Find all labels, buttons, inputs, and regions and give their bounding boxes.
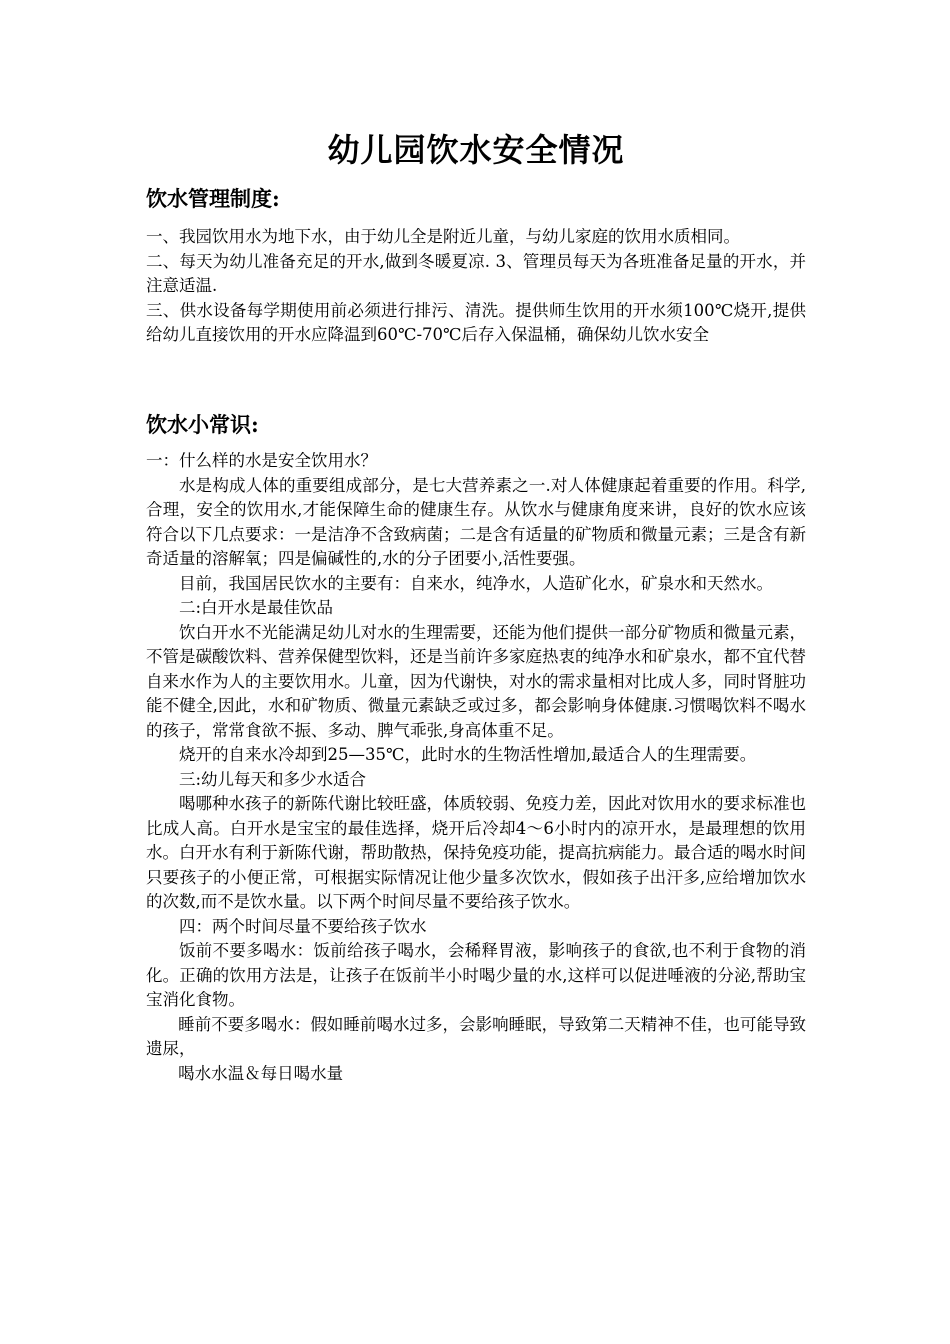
- paragraph: 睡前不要多喝水：假如睡前喝水过多，会影响睡眠，导致第二天精神不佳，也可能导致遗尿，: [146, 1014, 806, 1058]
- subheading: 三:幼儿每天和多少水适合: [179, 769, 367, 789]
- paragraph: 目前，我国居民饮水的主要有：自来水，纯净水，人造矿化水，矿泉水和天然水。: [179, 573, 773, 593]
- paragraph: 水是构成人体的重要组成部分，是七大营养素之一.对人体健康起着重要的作用。科学,合理，安全的饮用水,才能保障生命的健康生存。从饮水与健康角度来讲，良好的饮水应该符合以下几点要求：一是洁净不含致病菌；二是含有适量的矿物质和微量元素；三是含有新奇适量的溶解氧；四是偏碱性的,水的分子团要小,活性要强。: [146, 475, 806, 568]
- subheading: 喝水水温＆每日喝水量: [178, 1063, 344, 1083]
- paragraph: 三、供水设备每学期使用前必须进行排污、清洗。提供师生饮用的开水须100℃烧开,提供给幼儿直接饮用的开水应降温到60℃-70℃后存入保温桶，确保幼儿饮水安全: [146, 300, 806, 344]
- paragraph: 二、每天为幼儿准备充足的开水,做到冬暖夏凉. 3、管理员每天为各班准备足量的开水，并注意适温.: [146, 251, 806, 295]
- paragraph: 喝哪种水孩子的新陈代谢比较旺盛，体质较弱、免疫力差，因此对饮用水的要求标准也比成人高。白开水是宝宝的最佳选择，烧开后冷却4～6小时内的凉开水，是最理想的饮用水。白开水有利于新陈代谢，帮助散热，保持免疫功能，提高抗病能力。最合适的喝水时间只要孩子的小便正常，可根据实际情况让他少量多次饮水，假如孩子出汗多,应给增加饮水的次数,而不是饮水量。以下两个时间尽量不要给孩子饮水。: [146, 794, 806, 911]
- subheading: 二:白开水是最佳饮品: [179, 598, 334, 617]
- paragraph: 饮白开水不光能满足幼儿对水的生理需要，还能为他们提供一部分矿物质和微量元素，不管是碳酸饮料、营养保健型饮料，还是当前许多家庭热衷的纯净水和矿泉水，都不宜代替自来水作为人的主要饮用水。儿童，因为代谢快，对水的需求量相对比成人多，同时肾脏功能不健全,因此，水和矿物质、微量元素缺乏或过多，都会影响身体健康.习惯喝饮料不喝水的孩子，常常食欲不振、多动、脾气乖张,身高体重不足。: [146, 622, 806, 740]
- paragraph: 一：什么样的水是安全饮用水？: [146, 451, 377, 470]
- section-body-tips: [146, 449, 806, 1086]
- paragraph: 烧开的自来水冷却到25—35℃，此时水的生物活性增加,最适合人的生理需要。: [179, 745, 757, 764]
- paragraph: 一、我园饮用水为地下水，由于幼儿全是附近儿童，与幼儿家庭的饮用水质相同。: [146, 227, 740, 246]
- section-body-management: [146, 225, 806, 348]
- section-heading-tips: 饮水小常识:: [146, 412, 259, 437]
- section-heading-management: 饮水管理制度:: [146, 186, 280, 211]
- document-title: 幼儿园饮水安全情况: [327, 131, 625, 169]
- subheading: 四：两个时间尽量不要给孩子饮水: [179, 916, 427, 936]
- paragraph: 饭前不要多喝水：饭前给孩子喝水，会稀释胃液，影响孩子的食欲,也不利于食物的消化。正确的饮用方法是，让孩子在饭前半小时喝少量的水,这样可以促进唾液的分泌,帮助宝宝消化食物。: [146, 941, 806, 1009]
